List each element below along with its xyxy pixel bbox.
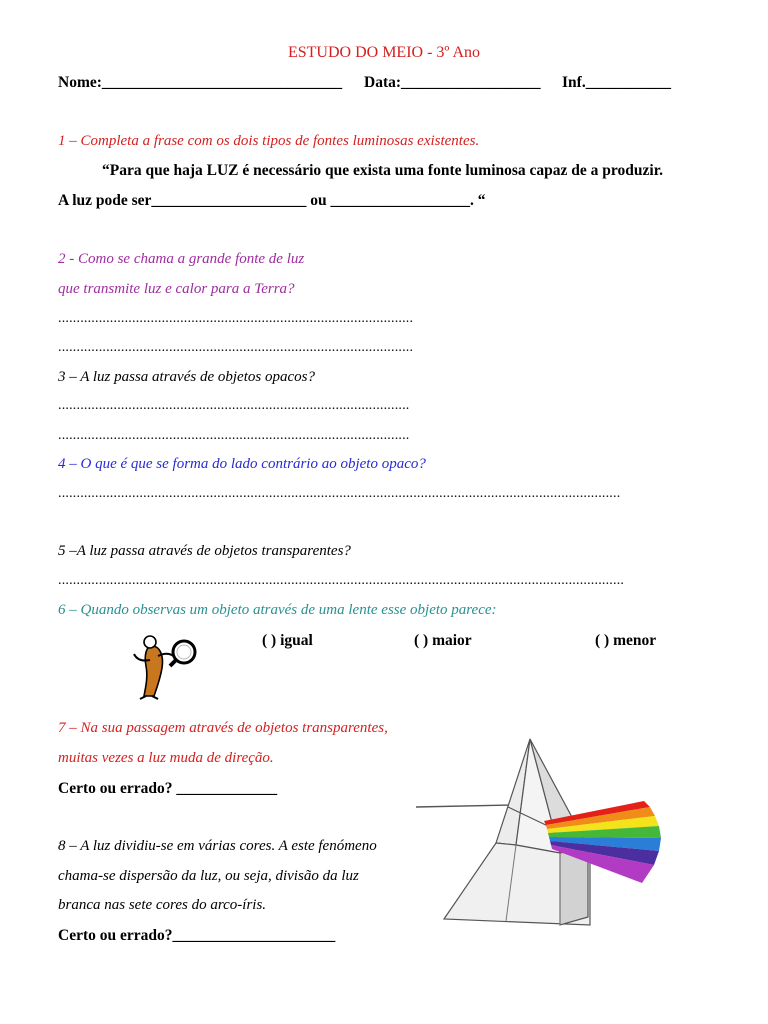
question-1: 1 – Completa a frase com os dois tipos de fontes luminosas existentes. — [58, 133, 480, 149]
question-7-line1: 7 – Na sua passagem através de objetos transparentes, — [58, 720, 388, 736]
q8-answer[interactable]: Certo ou errado?_____________________ — [58, 927, 336, 944]
q2-answer-line-1[interactable]: ................................................................................................ — [58, 311, 414, 326]
inf-field[interactable]: Inf.___________ — [562, 74, 671, 91]
question-7-line2: muitas vezes a luz muda de direção. — [58, 750, 274, 766]
q3-answer-line-2[interactable]: ............................................................................................... — [58, 428, 410, 443]
magnifying-glass-figure-icon — [130, 632, 198, 700]
question-5: 5 –A luz passa através de objetos transparentes? — [58, 543, 351, 559]
date-field[interactable]: Data:__________________ — [364, 74, 541, 91]
question-4: 4 – O que é que se forma do lado contrário ao objeto opaco? — [58, 456, 426, 472]
question-2-line1: 2 - Como se chama a grande fonte de luz — [58, 251, 305, 267]
q1-sentence-line2[interactable]: A luz pode ser____________________ ou __________________. “ — [58, 192, 486, 209]
question-8-line1: 8 – A luz dividiu-se em várias cores. A este fenómeno — [58, 838, 377, 854]
prism-rainbow-dispersion — [410, 735, 700, 935]
q2-answer-line-2[interactable]: ................................................................................................ — [58, 340, 414, 355]
question-8-line2: chama-se dispersão da luz, ou seja, divisão da luz — [58, 868, 359, 884]
question-3: 3 – A luz passa através de objetos opacos? — [58, 369, 315, 385]
option-menor[interactable]: ( ) menor — [595, 632, 657, 649]
q3-answer-line-1[interactable]: ............................................................................................... — [58, 398, 410, 413]
q5-answer-line-1[interactable]: ......................................................................................................................................................... — [58, 573, 625, 588]
question-6: 6 – Quando observas um objeto através de uma lente esse objeto parece: — [58, 602, 497, 618]
q7-answer[interactable]: Certo ou errado? _____________ — [58, 780, 278, 797]
page-title: ESTUDO DO MEIO - 3º Ano — [287, 44, 481, 61]
q4-answer-line-1[interactable]: ........................................................................................................................................................ — [58, 486, 621, 501]
q1-sentence-line1: “Para que haja LUZ é necessário que exista uma fonte luminosa capaz de a produzir. — [102, 162, 664, 179]
question-2-line2: que transmite luz e calor para a Terra? — [58, 281, 295, 297]
option-igual[interactable]: ( ) igual — [262, 632, 313, 649]
option-maior[interactable]: ( ) maior — [414, 632, 472, 649]
name-field[interactable]: Nome:_______________________________ — [58, 74, 343, 91]
question-8-line3: branca nas sete cores do arco-íris. — [58, 897, 267, 913]
